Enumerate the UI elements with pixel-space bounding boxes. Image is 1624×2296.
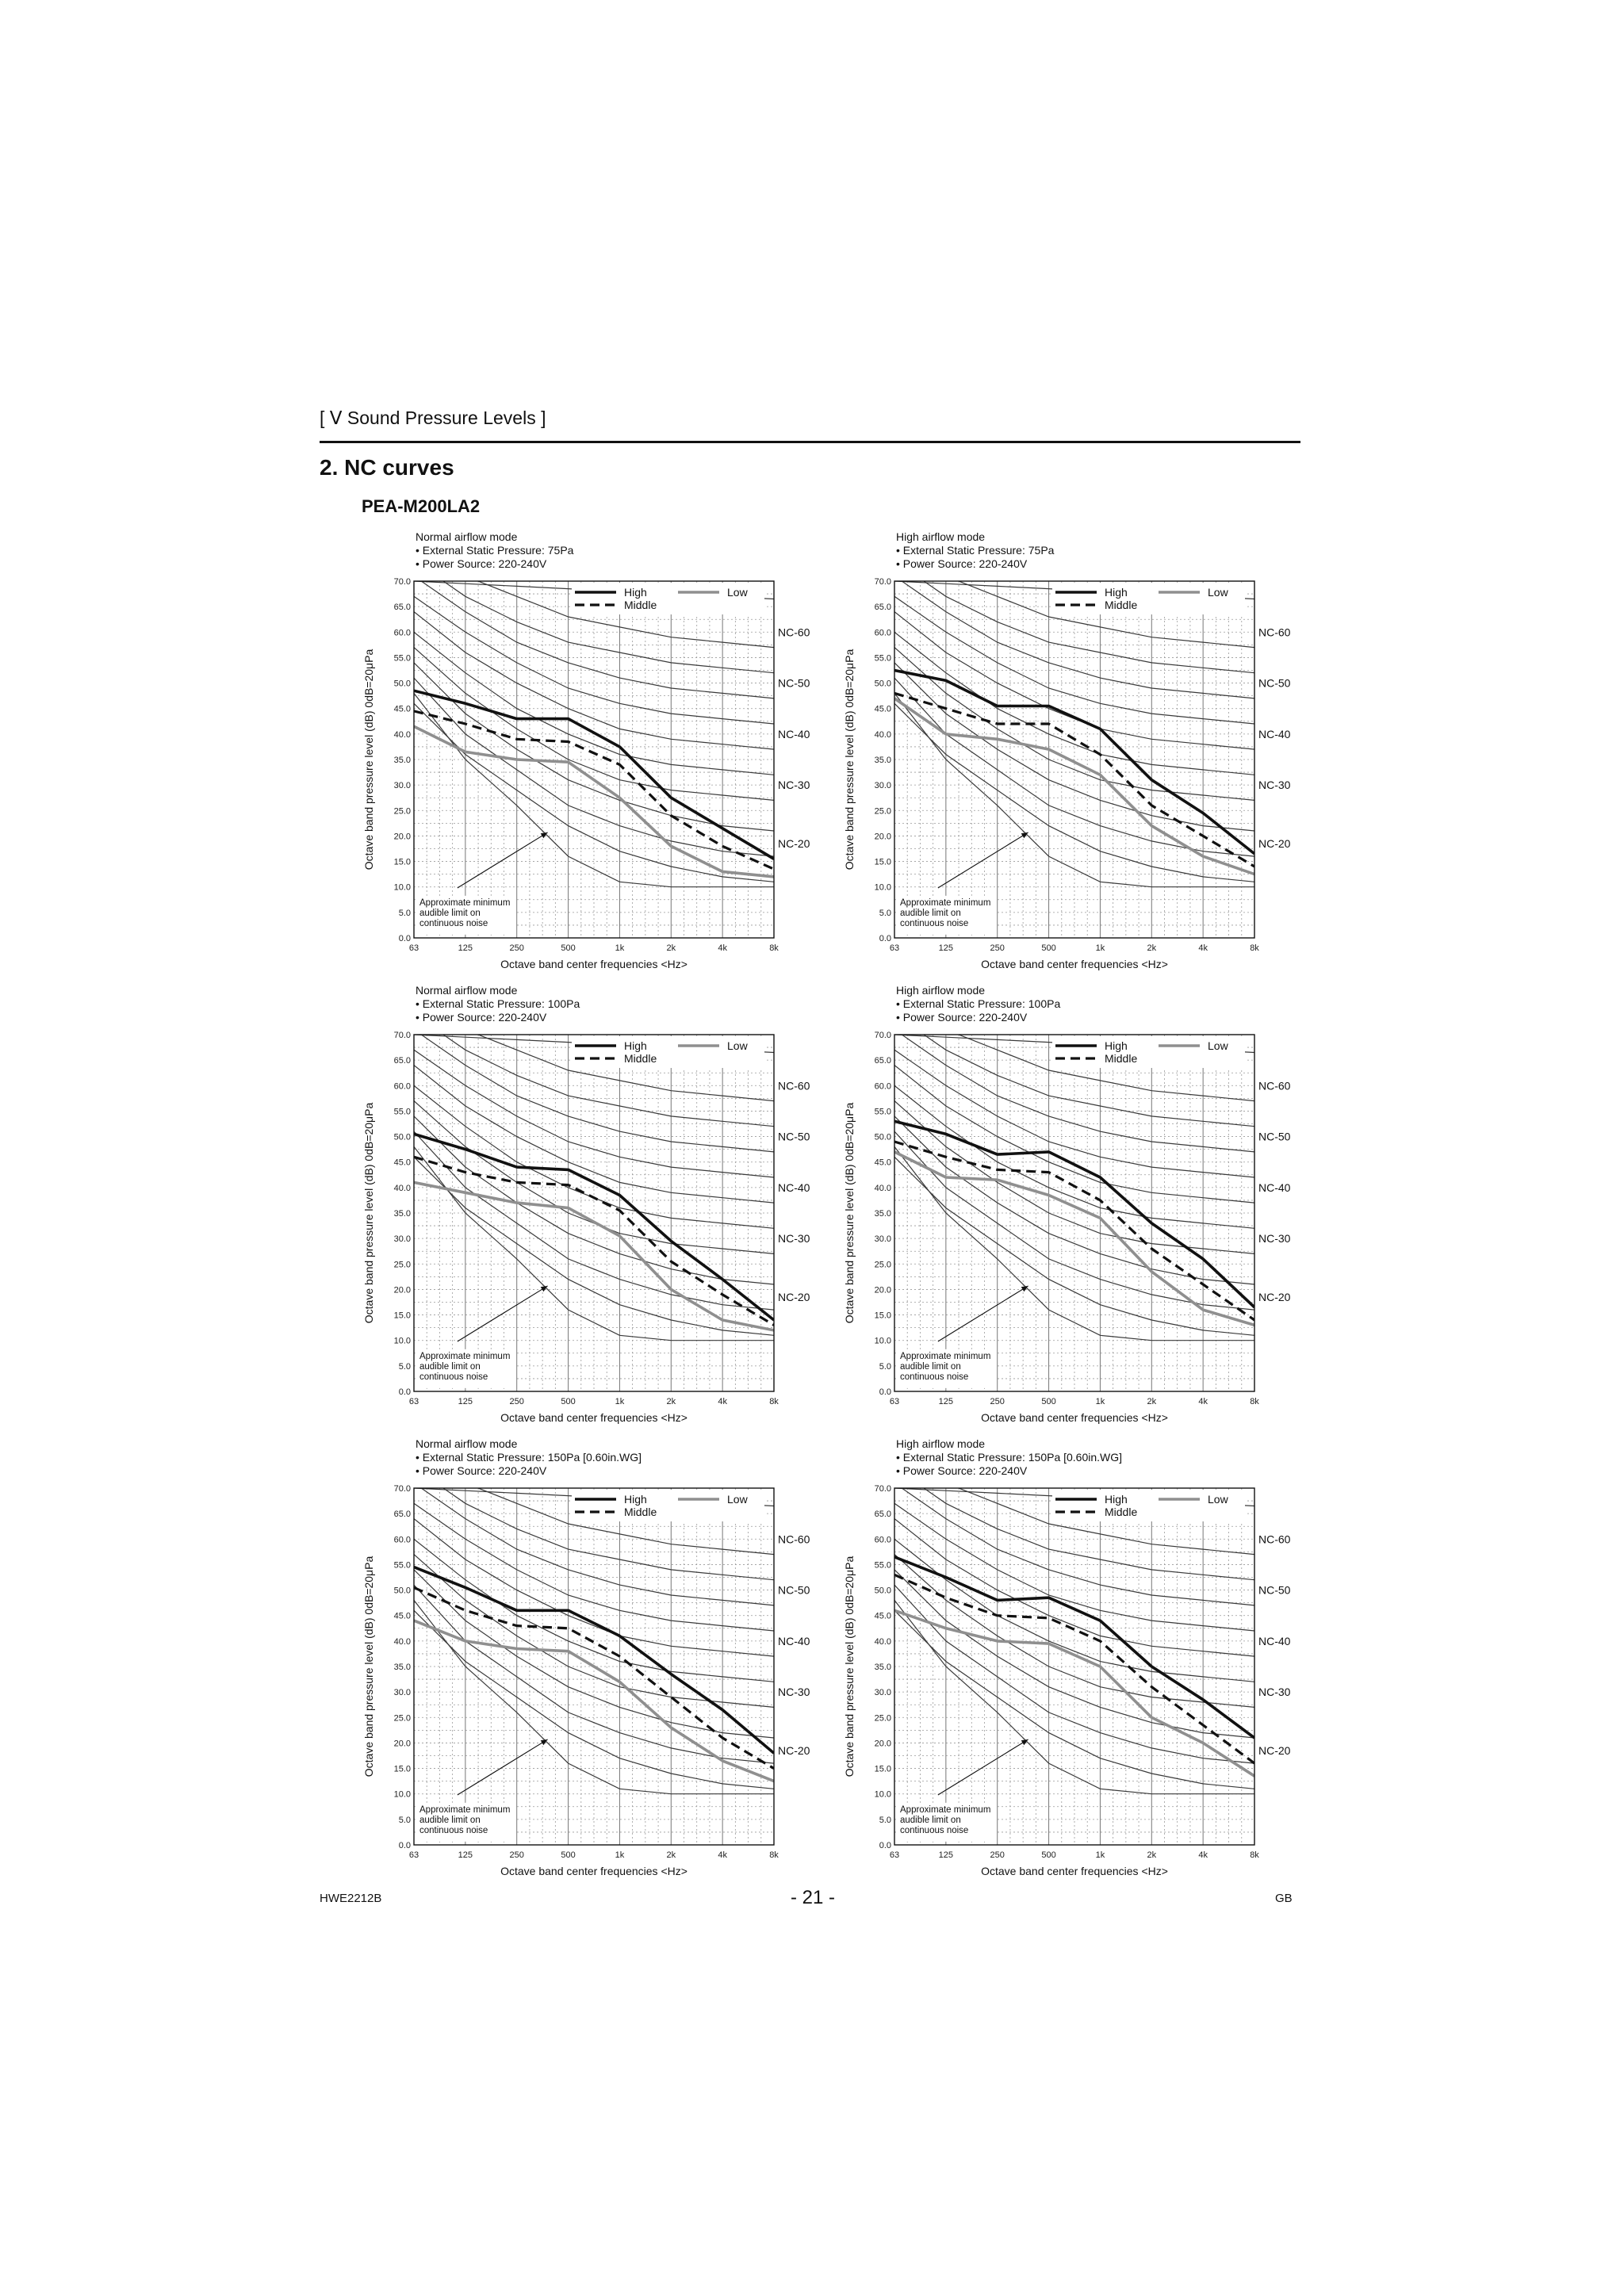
y-tick-label: 0.0 bbox=[398, 1841, 411, 1850]
y-tick-label: 25.0 bbox=[393, 806, 411, 817]
y-tick-label: 45.0 bbox=[874, 1158, 891, 1168]
header-rule bbox=[320, 441, 1300, 443]
nc-label: NC-20 bbox=[778, 837, 810, 851]
y-tick-label: 70.0 bbox=[393, 1484, 411, 1494]
x-tick-label: 1k bbox=[615, 1850, 625, 1860]
y-tick-label: 50.0 bbox=[874, 1586, 891, 1596]
chart-title-line: • External Static Pressure: 150Pa [0.60in.WG] bbox=[416, 1451, 642, 1464]
model-name: PEA-M200LA2 bbox=[362, 496, 481, 516]
y-tick-label: 20.0 bbox=[393, 832, 411, 842]
legend-label-low: Low bbox=[1208, 586, 1228, 599]
y-tick-label: 30.0 bbox=[393, 1234, 411, 1245]
annotation-arrow-line bbox=[458, 1286, 548, 1341]
annotation-line: audible limit on bbox=[900, 1815, 961, 1825]
series-line-low bbox=[414, 1621, 774, 1781]
nc-label: NC-40 bbox=[778, 727, 810, 740]
annotation bbox=[897, 832, 1028, 935]
y-tick-label: 0.0 bbox=[398, 1387, 411, 1397]
x-tick-label: 4k bbox=[718, 1850, 727, 1860]
x-tick-label: 1k bbox=[1095, 1850, 1105, 1860]
chart-panel-4 bbox=[842, 981, 1318, 1429]
y-tick-label: 45.0 bbox=[874, 1611, 891, 1621]
x-tick-label: 2k bbox=[1147, 1397, 1157, 1406]
nc-label: NC-20 bbox=[1258, 837, 1291, 851]
grid bbox=[414, 1035, 774, 1391]
nc-label: NC-30 bbox=[1258, 779, 1291, 792]
x-tick-label: 63 bbox=[889, 1850, 900, 1860]
y-tick-label: 15.0 bbox=[874, 1311, 891, 1321]
y-tick-label: 5.0 bbox=[879, 1361, 891, 1372]
x-tick-label: 8k bbox=[769, 1397, 779, 1406]
x-tick-label: 2k bbox=[1147, 1850, 1157, 1860]
annotation bbox=[416, 832, 548, 935]
y-tick-label: 25.0 bbox=[874, 806, 891, 817]
y-tick-label: 60.0 bbox=[874, 1535, 891, 1545]
annotation-line: Approximate minimum bbox=[900, 1351, 991, 1361]
y-tick-label: 40.0 bbox=[874, 1183, 891, 1193]
footer-doc-code: HWE2212B bbox=[320, 1892, 382, 1905]
x-tick-label: 250 bbox=[990, 1850, 1005, 1860]
y-tick-label: 55.0 bbox=[874, 1107, 891, 1117]
x-tick-label: 125 bbox=[938, 1397, 954, 1406]
chart-title-line: Normal airflow mode bbox=[416, 984, 518, 997]
y-tick-label: 65.0 bbox=[393, 603, 411, 613]
legend-label-middle: Middle bbox=[624, 1052, 657, 1065]
x-tick-label: 63 bbox=[889, 1397, 900, 1406]
nc-label: NC-50 bbox=[1258, 1583, 1291, 1597]
grid bbox=[894, 1488, 1254, 1845]
annotation-line: continuous noise bbox=[900, 1825, 969, 1835]
x-tick-label: 500 bbox=[1041, 1850, 1056, 1860]
y-tick-label: 10.0 bbox=[874, 1336, 891, 1346]
y-tick-label: 10.0 bbox=[874, 882, 891, 893]
y-tick-label: 15.0 bbox=[874, 857, 891, 867]
y-tick-label: 65.0 bbox=[393, 1510, 411, 1520]
annotation-line: Approximate minimum bbox=[900, 897, 991, 908]
nc-label: NC-30 bbox=[778, 1232, 810, 1246]
x-tick-label: 4k bbox=[1198, 1850, 1208, 1860]
x-tick-label: 1k bbox=[615, 943, 625, 953]
y-tick-label: 40.0 bbox=[874, 1636, 891, 1647]
y-tick-label: 50.0 bbox=[393, 679, 411, 689]
nc-label: NC-30 bbox=[778, 1686, 810, 1699]
y-tick-label: 50.0 bbox=[874, 679, 891, 689]
chart-panel-1 bbox=[362, 527, 837, 975]
y-tick-label: 30.0 bbox=[874, 1688, 891, 1698]
x-tick-label: 4k bbox=[718, 943, 727, 953]
y-tick-label: 55.0 bbox=[393, 653, 411, 664]
chart-title-line: • Power Source: 220-240V bbox=[416, 1011, 547, 1024]
y-tick-label: 15.0 bbox=[393, 857, 411, 867]
x-tick-label: 2k bbox=[1147, 943, 1157, 953]
chart-title-line: • Power Source: 220-240V bbox=[896, 1464, 1028, 1477]
series-line-low bbox=[414, 1182, 774, 1330]
x-tick-label: 250 bbox=[990, 943, 1005, 953]
x-tick-label: 8k bbox=[769, 943, 779, 953]
y-tick-label: 60.0 bbox=[393, 1081, 411, 1092]
annotation-arrow-line bbox=[458, 832, 548, 888]
y-tick-label: 20.0 bbox=[874, 832, 891, 842]
nc-label: NC-60 bbox=[778, 1533, 810, 1546]
y-tick-label: 60.0 bbox=[874, 628, 891, 638]
nc-label: NC-60 bbox=[778, 626, 810, 639]
y-tick-label: 0.0 bbox=[398, 934, 411, 943]
legend-label-high: High bbox=[1105, 1039, 1128, 1052]
y-tick-label: 25.0 bbox=[874, 1713, 891, 1724]
y-tick-label: 35.0 bbox=[874, 756, 891, 765]
grid bbox=[414, 581, 774, 938]
chart-title-line: • External Static Pressure: 75Pa bbox=[896, 544, 1055, 557]
x-tick-label: 500 bbox=[561, 1397, 576, 1406]
y-tick-label: 15.0 bbox=[393, 1311, 411, 1321]
legend bbox=[1052, 583, 1245, 614]
y-tick-label: 15.0 bbox=[874, 1764, 891, 1774]
nc-label: NC-40 bbox=[1258, 727, 1291, 740]
legend-label-low: Low bbox=[727, 1493, 748, 1506]
x-tick-label: 250 bbox=[509, 943, 524, 953]
y-tick-label: 70.0 bbox=[874, 1031, 891, 1040]
y-tick-label: 5.0 bbox=[879, 1815, 891, 1825]
chart-title-line: Normal airflow mode bbox=[416, 1437, 518, 1450]
annotation-line: continuous noise bbox=[419, 918, 488, 928]
x-axis-label: Octave band center frequencies <Hz> bbox=[500, 958, 688, 970]
y-tick-label: 70.0 bbox=[874, 1484, 891, 1494]
annotation-line: Approximate minimum bbox=[419, 1804, 511, 1815]
annotation-line: Approximate minimum bbox=[419, 1351, 511, 1361]
nc-label: NC-60 bbox=[1258, 1079, 1291, 1093]
nc-label: NC-60 bbox=[1258, 1533, 1291, 1546]
x-tick-label: 2k bbox=[666, 1397, 676, 1406]
x-tick-label: 125 bbox=[458, 1397, 473, 1406]
legend-label-high: High bbox=[624, 1493, 647, 1506]
y-tick-label: 10.0 bbox=[393, 882, 411, 893]
x-axis-label: Octave band center frequencies <Hz> bbox=[981, 1865, 1168, 1877]
x-tick-label: 63 bbox=[408, 943, 419, 953]
y-tick-label: 10.0 bbox=[393, 1789, 411, 1800]
legend-label-middle: Middle bbox=[1105, 1506, 1138, 1518]
y-tick-label: 70.0 bbox=[393, 577, 411, 587]
y-tick-label: 45.0 bbox=[393, 1611, 411, 1621]
chart-title-line: • External Static Pressure: 100Pa bbox=[416, 997, 580, 1010]
grid bbox=[894, 581, 1254, 938]
y-tick-label: 45.0 bbox=[874, 704, 891, 714]
legend-label-middle: Middle bbox=[1105, 599, 1138, 611]
x-tick-label: 63 bbox=[408, 1397, 419, 1406]
legend-label-high: High bbox=[624, 1039, 647, 1052]
annotation-arrow-line bbox=[938, 832, 1028, 888]
y-tick-label: 45.0 bbox=[393, 704, 411, 714]
legend-label-low: Low bbox=[1208, 1493, 1228, 1506]
x-tick-label: 63 bbox=[889, 943, 900, 953]
chart-title-line: High airflow mode bbox=[896, 1437, 986, 1450]
x-tick-label: 250 bbox=[509, 1397, 524, 1406]
nc-label: NC-30 bbox=[1258, 1686, 1291, 1699]
y-axis-label: Octave band pressure level (dB) 0dB=20μPa bbox=[843, 649, 856, 871]
nc-label: NC-50 bbox=[778, 676, 810, 690]
chart-title-line: Normal airflow mode bbox=[416, 530, 518, 543]
annotation-arrow-line bbox=[938, 1286, 1028, 1341]
annotation-line: continuous noise bbox=[900, 918, 969, 928]
y-tick-label: 65.0 bbox=[393, 1056, 411, 1066]
series-line-middle bbox=[414, 1587, 774, 1768]
y-tick-label: 55.0 bbox=[393, 1560, 411, 1571]
y-tick-label: 0.0 bbox=[879, 934, 891, 943]
y-tick-label: 5.0 bbox=[879, 908, 891, 918]
y-tick-label: 70.0 bbox=[874, 577, 891, 587]
y-tick-label: 25.0 bbox=[393, 1713, 411, 1724]
nc-label: NC-60 bbox=[1258, 626, 1291, 639]
x-tick-label: 4k bbox=[718, 1397, 727, 1406]
section-header: [ Ⅴ Sound Pressure Levels ] bbox=[320, 408, 546, 428]
chart-panel-5 bbox=[362, 1434, 837, 1882]
y-tick-label: 10.0 bbox=[874, 1789, 891, 1800]
y-axis-label: Octave band pressure level (dB) 0dB=20μPa bbox=[362, 1556, 375, 1777]
footer-page-number: - 21 - bbox=[790, 1887, 835, 1908]
y-tick-label: 35.0 bbox=[874, 1209, 891, 1219]
annotation bbox=[897, 1739, 1028, 1842]
nc-label: NC-40 bbox=[1258, 1181, 1291, 1194]
chart-panel-2 bbox=[842, 527, 1318, 975]
legend-label-high: High bbox=[624, 586, 647, 599]
footer-region: GB bbox=[1275, 1892, 1293, 1905]
y-tick-label: 65.0 bbox=[874, 1510, 891, 1520]
y-axis-label: Octave band pressure level (dB) 0dB=20μPa bbox=[362, 649, 375, 871]
nc-label: NC-20 bbox=[778, 1291, 810, 1304]
y-tick-label: 50.0 bbox=[393, 1586, 411, 1596]
annotation-arrow-line bbox=[938, 1739, 1028, 1795]
y-tick-label: 65.0 bbox=[874, 1056, 891, 1066]
x-tick-label: 125 bbox=[938, 943, 954, 953]
x-tick-label: 4k bbox=[1198, 943, 1208, 953]
chart-title-line: • External Static Pressure: 150Pa [0.60in.WG] bbox=[896, 1451, 1123, 1464]
x-tick-label: 63 bbox=[408, 1850, 419, 1860]
nc-label: NC-30 bbox=[778, 779, 810, 792]
chart-title-line: • Power Source: 220-240V bbox=[896, 557, 1028, 570]
y-tick-label: 15.0 bbox=[393, 1764, 411, 1774]
x-tick-label: 8k bbox=[1250, 943, 1259, 953]
annotation-line: continuous noise bbox=[900, 1372, 969, 1382]
x-tick-label: 1k bbox=[1095, 943, 1105, 953]
legend bbox=[572, 583, 764, 614]
chart-title-line: • External Static Pressure: 100Pa bbox=[896, 997, 1061, 1010]
y-tick-label: 25.0 bbox=[393, 1260, 411, 1270]
annotation bbox=[416, 1739, 548, 1842]
annotation bbox=[897, 1286, 1028, 1388]
y-tick-label: 35.0 bbox=[874, 1663, 891, 1672]
legend bbox=[572, 1490, 764, 1521]
y-tick-label: 5.0 bbox=[398, 908, 411, 918]
y-tick-label: 35.0 bbox=[393, 1663, 411, 1672]
y-tick-label: 40.0 bbox=[393, 1183, 411, 1193]
x-axis-label: Octave band center frequencies <Hz> bbox=[981, 1411, 1168, 1424]
x-tick-label: 125 bbox=[458, 1850, 473, 1860]
nc-label: NC-20 bbox=[1258, 1744, 1291, 1758]
x-tick-label: 8k bbox=[1250, 1850, 1259, 1860]
y-tick-label: 45.0 bbox=[393, 1158, 411, 1168]
legend bbox=[572, 1036, 764, 1068]
annotation-line: continuous noise bbox=[419, 1372, 488, 1382]
nc-label: NC-60 bbox=[778, 1079, 810, 1093]
x-axis-label: Octave band center frequencies <Hz> bbox=[500, 1865, 688, 1877]
y-tick-label: 25.0 bbox=[874, 1260, 891, 1270]
chart-title-line: • Power Source: 220-240V bbox=[416, 1464, 547, 1477]
chart-title-line: High airflow mode bbox=[896, 984, 986, 997]
legend-label-low: Low bbox=[1208, 1039, 1228, 1052]
nc-label: NC-50 bbox=[1258, 676, 1291, 690]
annotation-line: Approximate minimum bbox=[419, 897, 511, 908]
y-tick-label: 55.0 bbox=[874, 1560, 891, 1571]
chart-title-line: • Power Source: 220-240V bbox=[896, 1011, 1028, 1024]
legend-label-middle: Middle bbox=[624, 1506, 657, 1518]
x-tick-label: 500 bbox=[1041, 1397, 1056, 1406]
y-tick-label: 20.0 bbox=[874, 1739, 891, 1749]
y-tick-label: 70.0 bbox=[393, 1031, 411, 1040]
y-tick-label: 5.0 bbox=[398, 1361, 411, 1372]
nc-label: NC-50 bbox=[778, 1130, 810, 1143]
legend-label-high: High bbox=[1105, 586, 1128, 599]
nc-label: NC-40 bbox=[778, 1181, 810, 1194]
y-tick-label: 40.0 bbox=[393, 1636, 411, 1647]
x-tick-label: 1k bbox=[1095, 1397, 1105, 1406]
y-tick-label: 30.0 bbox=[874, 781, 891, 791]
y-axis-label: Octave band pressure level (dB) 0dB=20μPa bbox=[362, 1102, 375, 1324]
chart-title-line: • External Static Pressure: 75Pa bbox=[416, 544, 574, 557]
chart-title-line: • Power Source: 220-240V bbox=[416, 557, 547, 570]
nc-label: NC-20 bbox=[778, 1744, 810, 1758]
nc-label: NC-40 bbox=[1258, 1634, 1291, 1647]
x-tick-label: 1k bbox=[615, 1397, 625, 1406]
y-tick-label: 10.0 bbox=[393, 1336, 411, 1346]
y-tick-label: 55.0 bbox=[874, 653, 891, 664]
legend bbox=[1052, 1036, 1245, 1068]
nc-label: NC-30 bbox=[1258, 1232, 1291, 1246]
x-tick-label: 250 bbox=[990, 1397, 1005, 1406]
y-tick-label: 30.0 bbox=[874, 1234, 891, 1245]
y-tick-label: 55.0 bbox=[393, 1107, 411, 1117]
x-tick-label: 125 bbox=[458, 943, 473, 953]
y-tick-label: 0.0 bbox=[879, 1387, 891, 1397]
y-tick-label: 40.0 bbox=[874, 729, 891, 740]
x-tick-label: 2k bbox=[666, 943, 676, 953]
legend-label-low: Low bbox=[727, 586, 748, 599]
chart-title-line: High airflow mode bbox=[896, 530, 986, 543]
x-tick-label: 4k bbox=[1198, 1397, 1208, 1406]
legend-label-low: Low bbox=[727, 1039, 748, 1052]
y-tick-label: 30.0 bbox=[393, 781, 411, 791]
y-axis-label: Octave band pressure level (dB) 0dB=20μPa bbox=[843, 1556, 856, 1777]
x-tick-label: 125 bbox=[938, 1850, 954, 1860]
legend bbox=[1052, 1490, 1245, 1521]
nc-label: NC-20 bbox=[1258, 1291, 1291, 1304]
annotation-line: continuous noise bbox=[419, 1825, 488, 1835]
y-tick-label: 60.0 bbox=[393, 1535, 411, 1545]
legend-label-middle: Middle bbox=[624, 599, 657, 611]
nc-label: NC-50 bbox=[778, 1583, 810, 1597]
annotation-arrow-line bbox=[458, 1739, 548, 1795]
chart-panel-3 bbox=[362, 981, 837, 1429]
grid bbox=[894, 1035, 1254, 1391]
chart-panel-6 bbox=[842, 1434, 1318, 1882]
x-axis-label: Octave band center frequencies <Hz> bbox=[500, 1411, 688, 1424]
nc-label: NC-40 bbox=[778, 1634, 810, 1647]
x-tick-label: 2k bbox=[666, 1850, 676, 1860]
y-tick-label: 50.0 bbox=[874, 1132, 891, 1142]
annotation-line: audible limit on bbox=[419, 1815, 481, 1825]
y-axis-label: Octave band pressure level (dB) 0dB=20μPa bbox=[843, 1102, 856, 1324]
annotation bbox=[416, 1286, 548, 1388]
y-tick-label: 35.0 bbox=[393, 1209, 411, 1219]
y-tick-label: 20.0 bbox=[393, 1739, 411, 1749]
y-tick-label: 40.0 bbox=[393, 729, 411, 740]
legend-label-high: High bbox=[1105, 1493, 1128, 1506]
nc-label: NC-50 bbox=[1258, 1130, 1291, 1143]
annotation-line: audible limit on bbox=[419, 1361, 481, 1372]
x-tick-label: 250 bbox=[509, 1850, 524, 1860]
x-tick-label: 8k bbox=[769, 1850, 779, 1860]
y-tick-label: 60.0 bbox=[393, 628, 411, 638]
y-tick-label: 65.0 bbox=[874, 603, 891, 613]
annotation-line: Approximate minimum bbox=[900, 1804, 991, 1815]
y-tick-label: 30.0 bbox=[393, 1688, 411, 1698]
y-tick-label: 35.0 bbox=[393, 756, 411, 765]
annotation-line: audible limit on bbox=[419, 908, 481, 918]
x-tick-label: 500 bbox=[1041, 943, 1056, 953]
annotation-line: audible limit on bbox=[900, 1361, 961, 1372]
section-title: 2. NC curves bbox=[320, 455, 454, 480]
y-tick-label: 0.0 bbox=[879, 1841, 891, 1850]
x-axis-label: Octave band center frequencies <Hz> bbox=[981, 958, 1168, 970]
y-tick-label: 20.0 bbox=[393, 1285, 411, 1295]
x-tick-label: 8k bbox=[1250, 1397, 1259, 1406]
y-tick-label: 20.0 bbox=[874, 1285, 891, 1295]
y-tick-label: 50.0 bbox=[393, 1132, 411, 1142]
y-tick-label: 5.0 bbox=[398, 1815, 411, 1825]
annotation-line: audible limit on bbox=[900, 908, 961, 918]
x-tick-label: 500 bbox=[561, 943, 576, 953]
legend-label-middle: Middle bbox=[1105, 1052, 1138, 1065]
y-tick-label: 60.0 bbox=[874, 1081, 891, 1092]
x-tick-label: 500 bbox=[561, 1850, 576, 1860]
